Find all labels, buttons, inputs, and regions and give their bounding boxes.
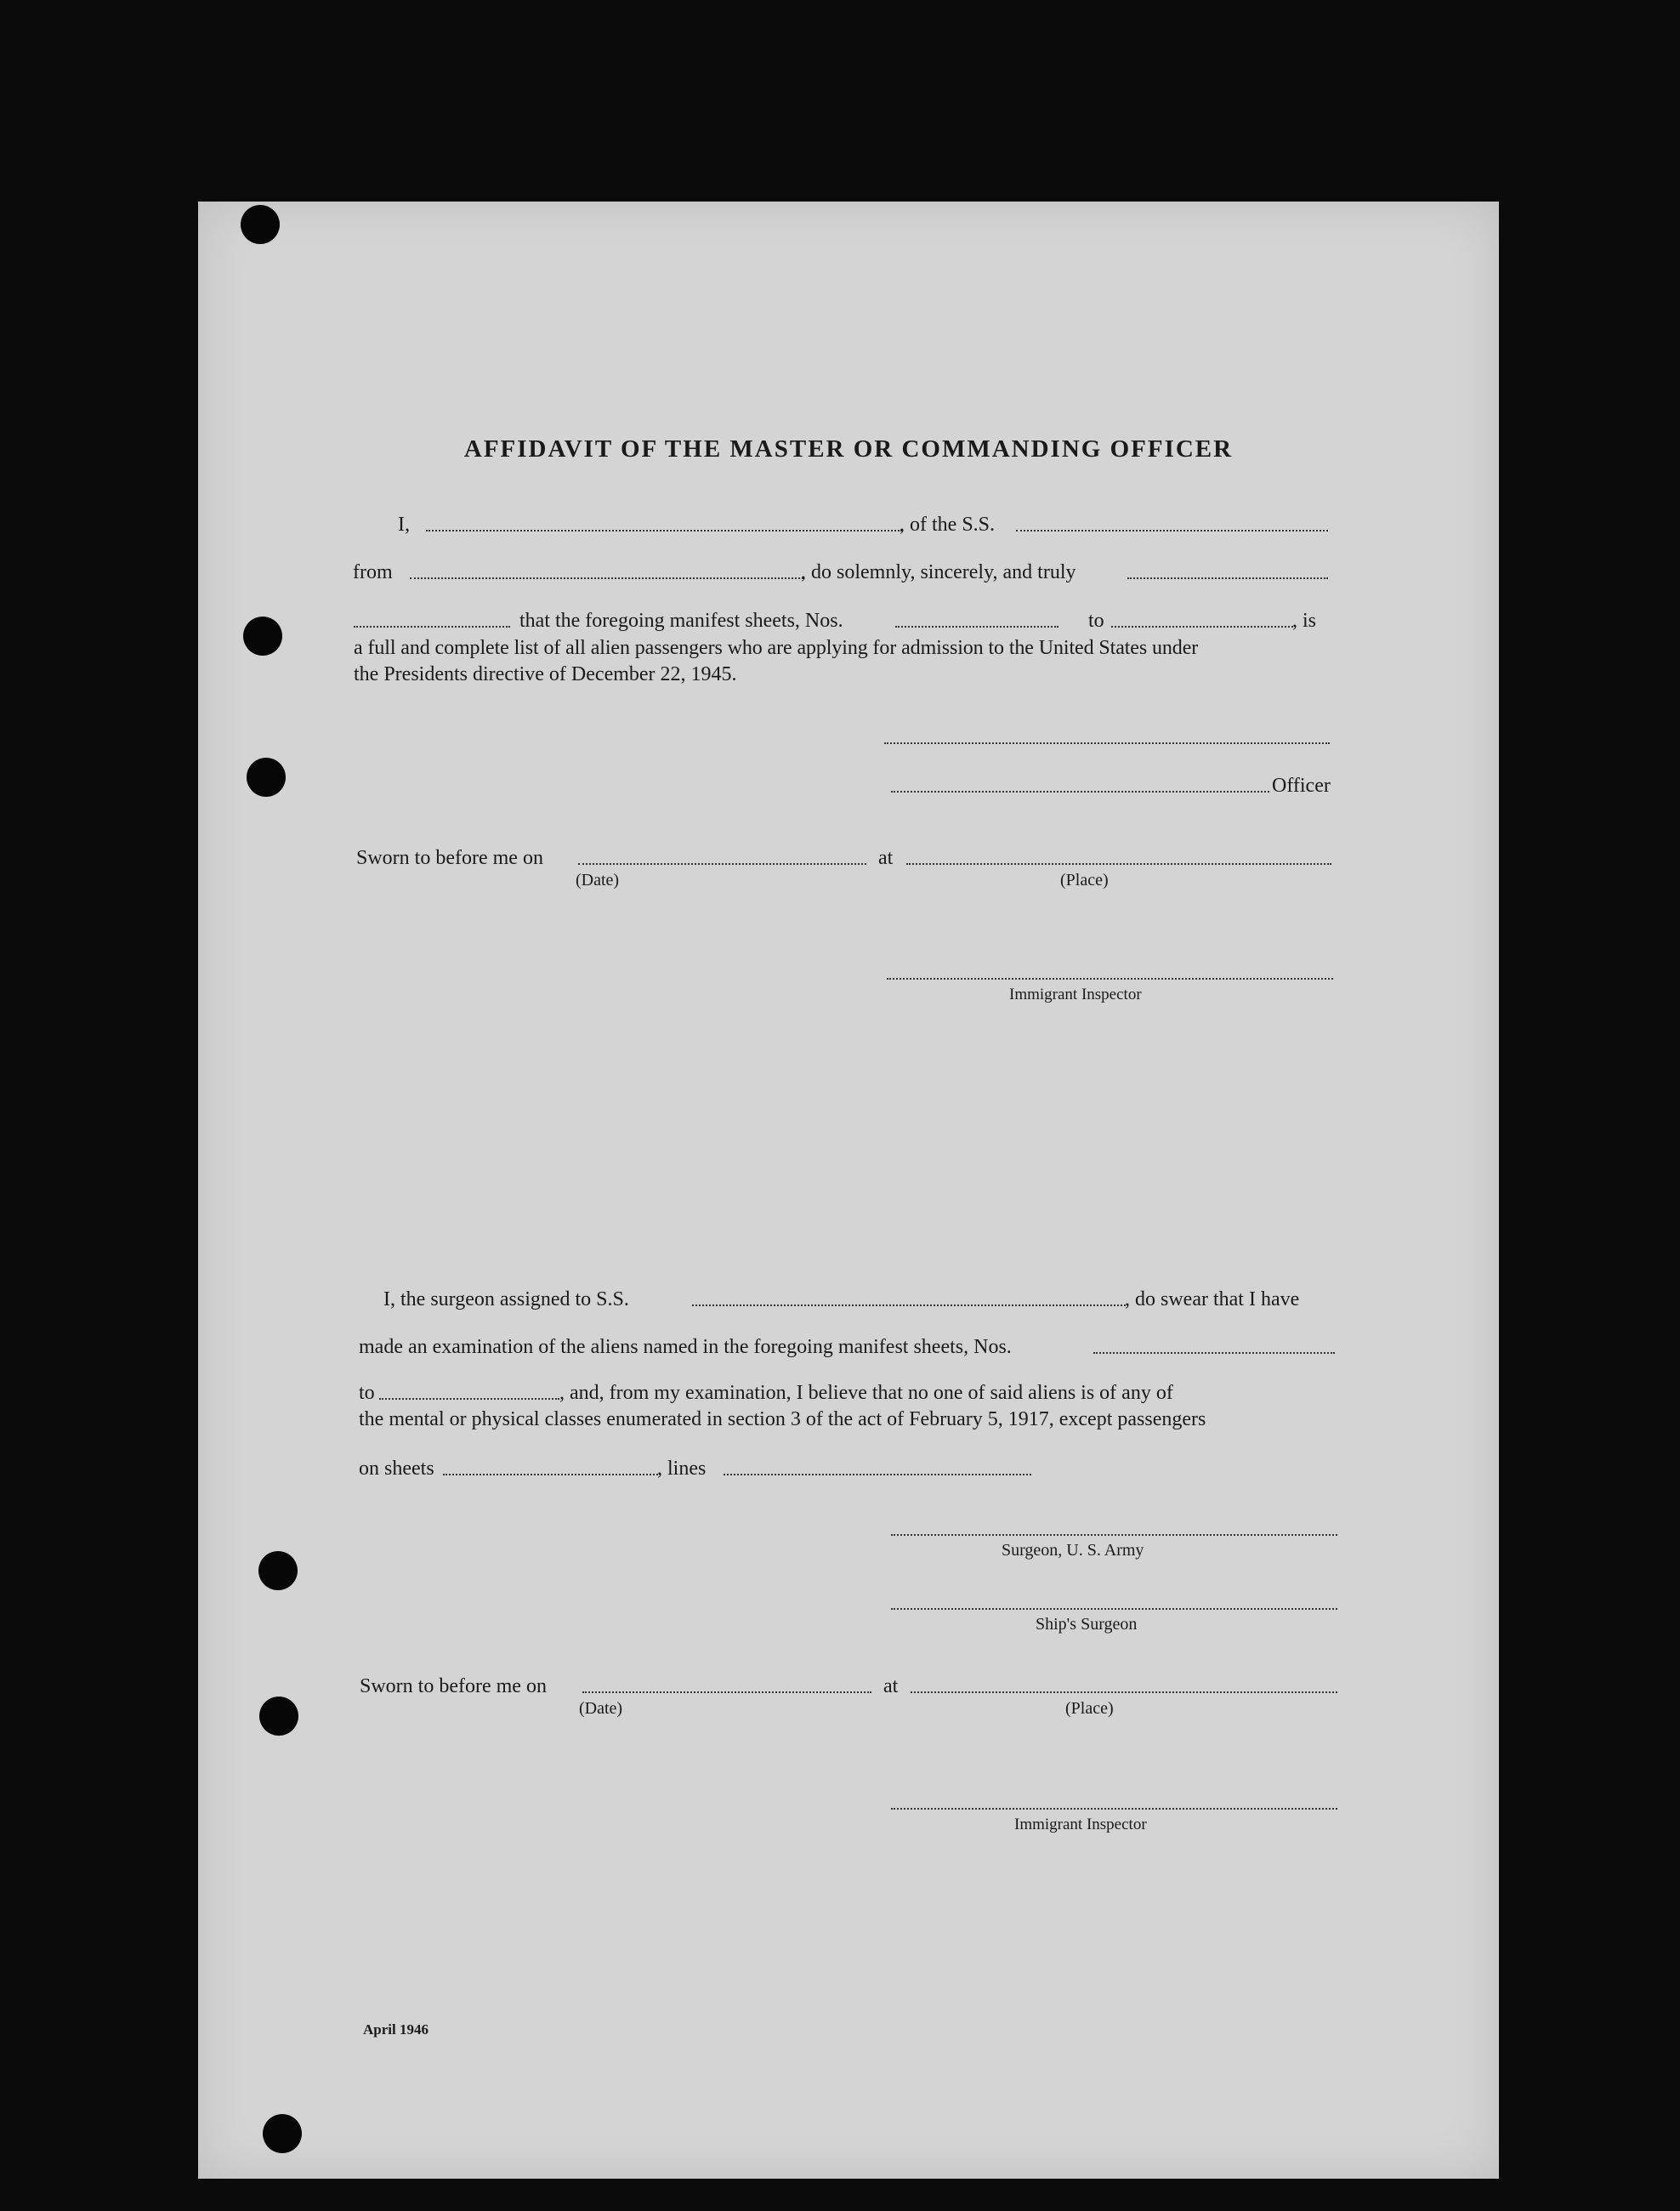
surgeon-assigned-text: I, the surgeon assigned to S.S. xyxy=(383,1288,629,1310)
punch-hole xyxy=(243,617,282,656)
punch-hole xyxy=(247,758,286,797)
master-of-ss-text: , of the S.S. xyxy=(900,514,996,536)
surgeon-sheets-text: on sheets xyxy=(359,1458,434,1480)
master-from-field[interactable] xyxy=(410,577,803,579)
master-swear-field[interactable] xyxy=(354,626,510,628)
master-sworn-text: Sworn to before me on xyxy=(356,847,543,869)
surgeon-sworn-place-field[interactable] xyxy=(911,1691,1337,1693)
surgeon-to-text: to xyxy=(359,1382,375,1404)
master-inspector-label: Immigrant Inspector xyxy=(1009,986,1142,1003)
master-truly-field[interactable] xyxy=(1127,577,1328,579)
master-from-text: from xyxy=(353,561,393,583)
surgeon-place-label: (Place) xyxy=(1065,1699,1114,1718)
master-directive-text: the Presidents directive of December 22, 1945. xyxy=(354,663,737,685)
master-to-text: to xyxy=(1088,610,1104,632)
punch-hole xyxy=(258,1551,298,1590)
surgeon-at-text: at xyxy=(883,1675,899,1697)
army-surgeon-label: Surgeon, U. S. Army xyxy=(1002,1541,1144,1560)
master-nos-to-field[interactable] xyxy=(1111,626,1293,628)
punch-hole xyxy=(259,1697,298,1736)
officer-title-field[interactable] xyxy=(891,791,1269,793)
surgeon-inspector-label: Immigrant Inspector xyxy=(1014,1816,1147,1833)
surgeon-exam-text: made an examination of the aliens named in the foregoing manifest sheets, Nos. xyxy=(359,1336,1012,1358)
surgeon-examination-text: , and, from my examination, I believe that no one of said aliens is of any of xyxy=(559,1382,1173,1404)
surgeon-ship-field[interactable] xyxy=(692,1304,1126,1306)
master-i-text: I, xyxy=(398,514,410,536)
page-title: AFFIDAVIT OF THE MASTER OR COMMANDING OFFICER xyxy=(463,435,1234,463)
master-signature-field[interactable] xyxy=(884,742,1330,744)
master-ship-field[interactable] xyxy=(1016,530,1328,531)
surgeon-sheets-field[interactable] xyxy=(443,1474,658,1475)
ship-surgeon-label: Ship's Surgeon xyxy=(1036,1615,1138,1634)
form-page xyxy=(198,202,1499,2179)
master-sworn-place-field[interactable] xyxy=(906,863,1331,865)
surgeon-swear-text: , do swear that I have xyxy=(1125,1288,1300,1310)
surgeon-lines-field[interactable] xyxy=(724,1474,1031,1475)
master-at-text: at xyxy=(878,847,894,869)
master-sworn-date-field[interactable] xyxy=(578,863,866,865)
master-list-text: a full and complete list of all alien passengers who are applying for admission to the United States under xyxy=(354,637,1199,659)
master-name-field[interactable] xyxy=(426,530,902,531)
ship-surgeon-signature-field[interactable] xyxy=(891,1608,1337,1610)
master-place-label: (Place) xyxy=(1060,871,1109,890)
surgeon-date-label: (Date) xyxy=(579,1699,623,1718)
army-surgeon-signature-field[interactable] xyxy=(891,1534,1337,1536)
master-manifest-text: that the foregoing manifest sheets, Nos. xyxy=(519,610,843,632)
master-date-label: (Date) xyxy=(576,871,620,890)
master-inspector-signature-field[interactable] xyxy=(887,978,1333,980)
surgeon-nos-to-field[interactable] xyxy=(379,1398,559,1400)
punch-hole xyxy=(241,205,280,244)
master-is-text: , is xyxy=(1292,610,1317,632)
master-solemnly-text: , do solemnly, sincerely, and truly xyxy=(801,561,1076,583)
punch-hole xyxy=(263,2114,302,2153)
surgeon-lines-text: , lines xyxy=(657,1458,707,1480)
master-nos-from-field[interactable] xyxy=(895,626,1059,628)
surgeon-nos-from-field[interactable] xyxy=(1093,1352,1335,1354)
surgeon-classes-text: the mental or physical classes enumerated in section 3 of the act of February 5, 1917, except passengers xyxy=(359,1408,1206,1430)
form-revision-date: April 1946 xyxy=(363,2021,429,2038)
surgeon-sworn-date-field[interactable] xyxy=(582,1691,871,1693)
surgeon-sworn-text: Sworn to before me on xyxy=(360,1675,547,1697)
surgeon-inspector-signature-field[interactable] xyxy=(891,1808,1337,1810)
officer-label: Officer xyxy=(1272,775,1331,797)
